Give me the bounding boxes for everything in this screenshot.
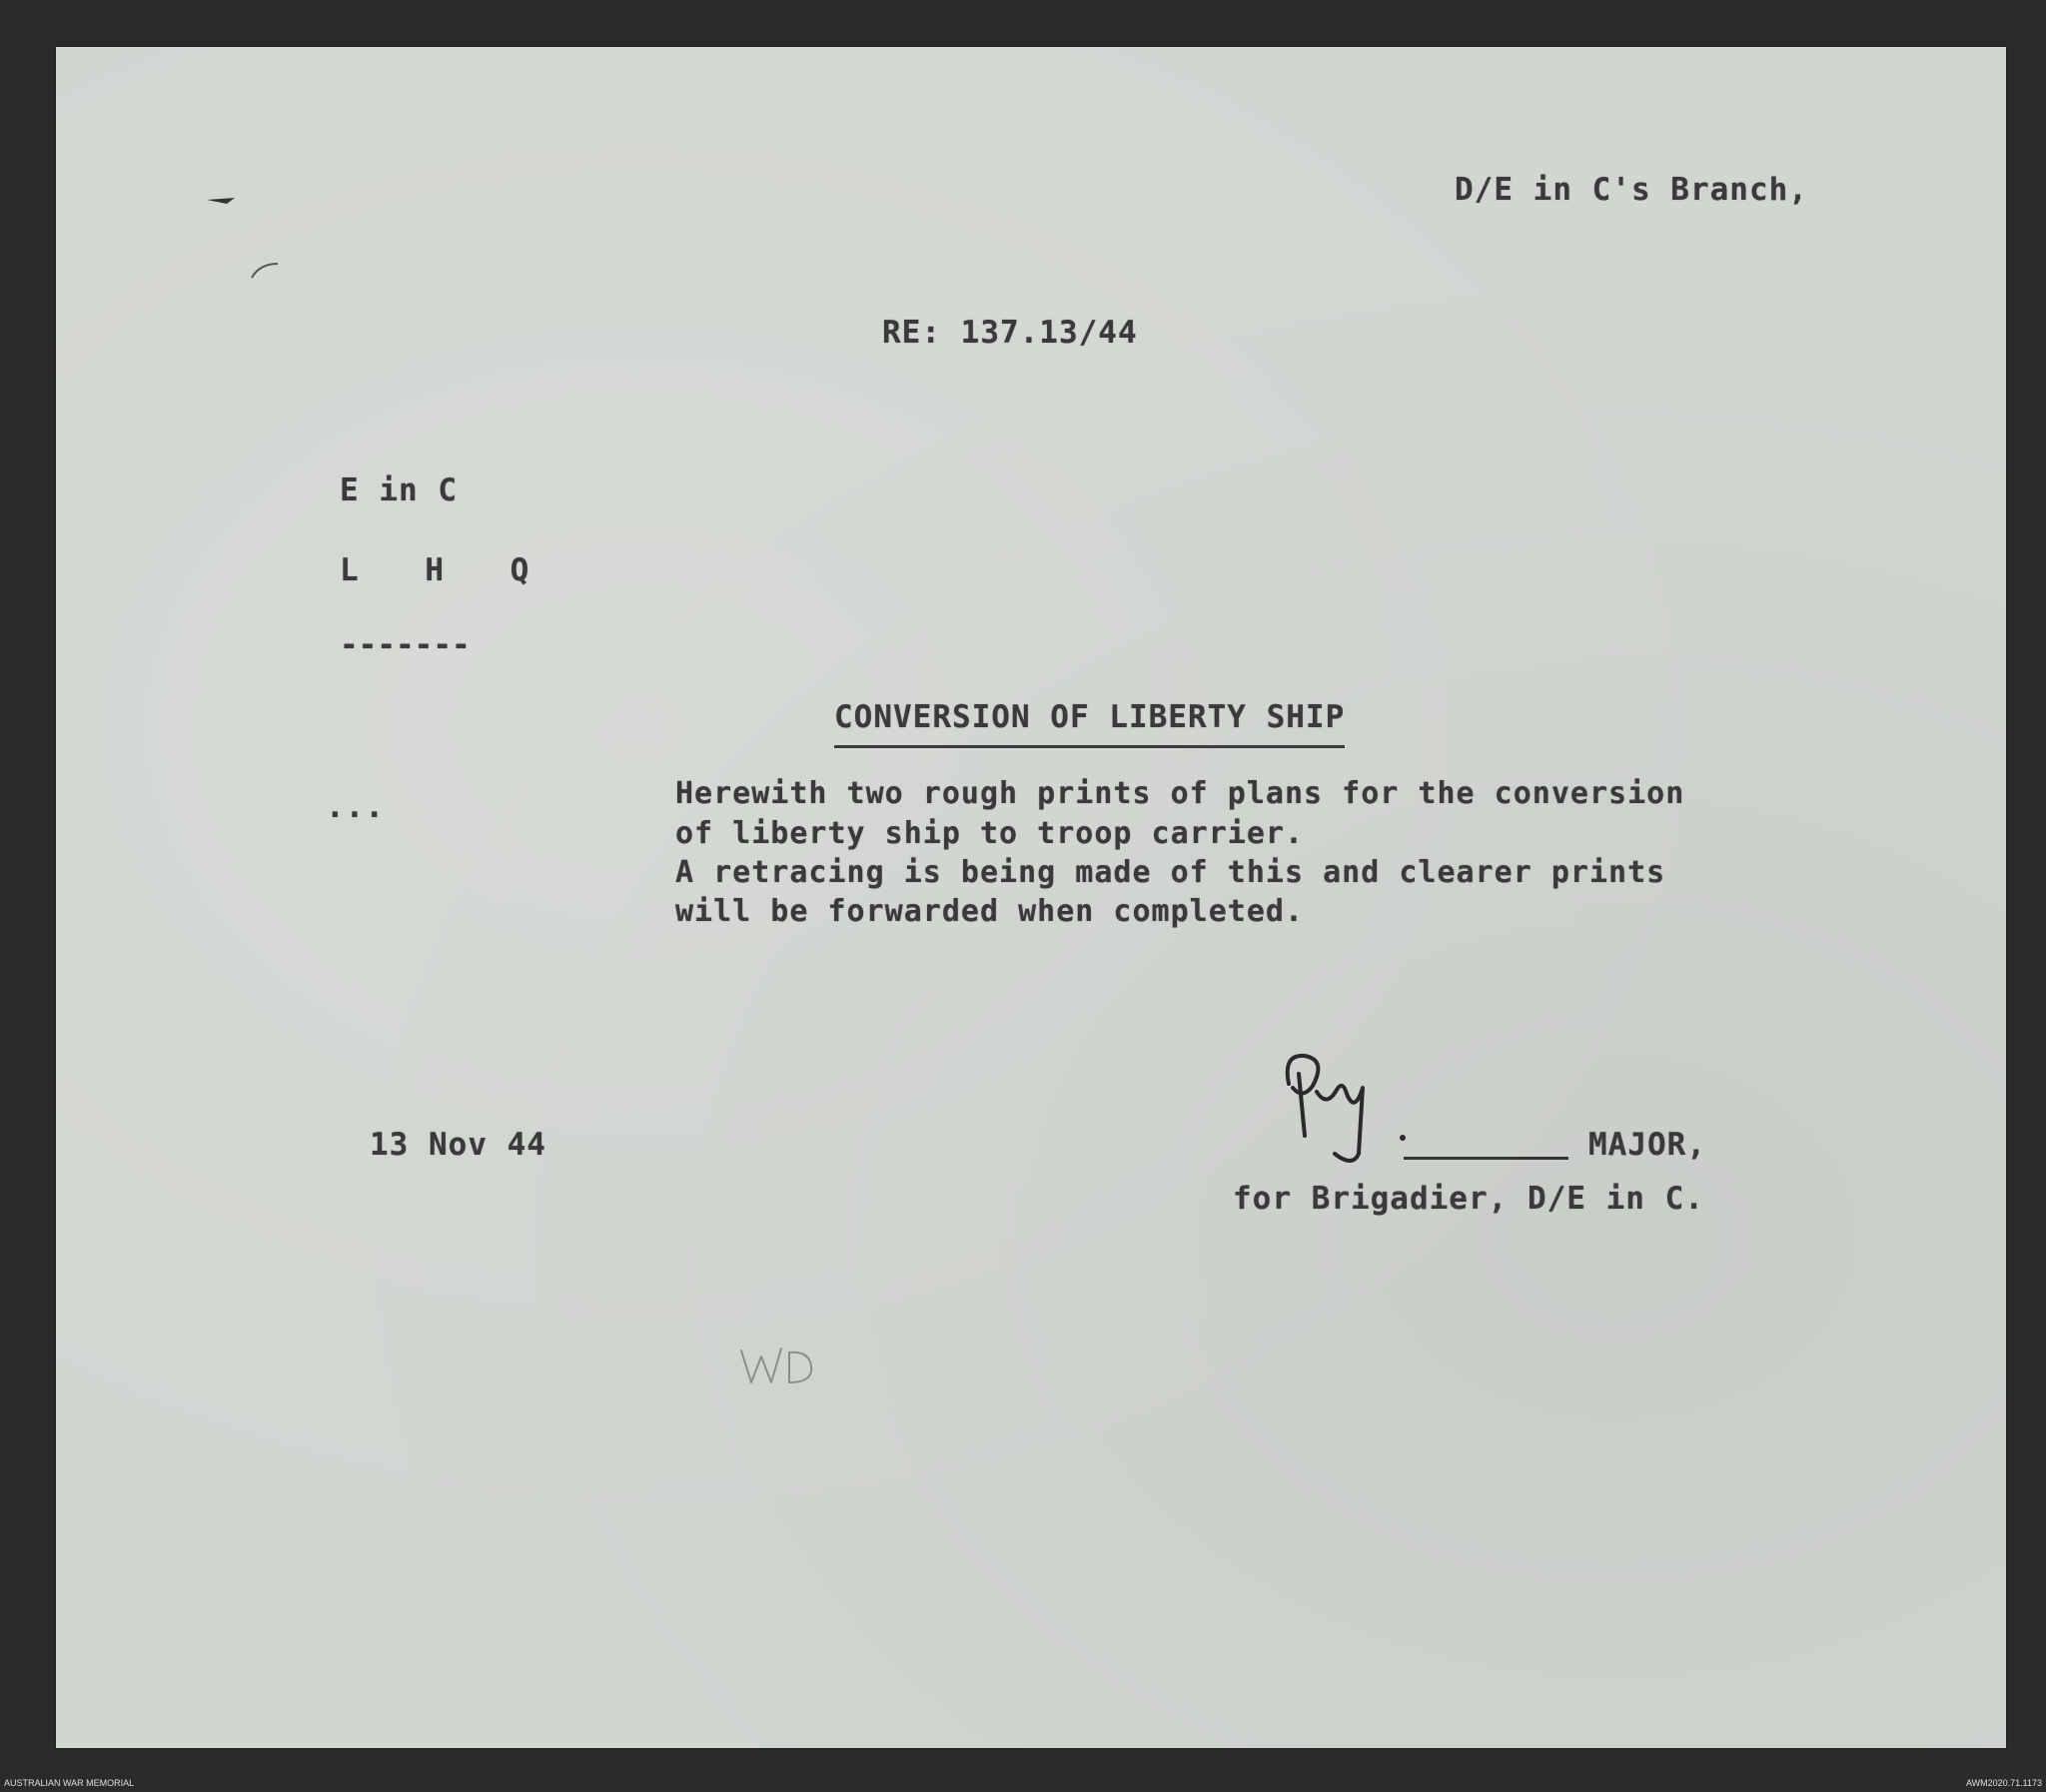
document-date: 13 Nov 44 (370, 1127, 546, 1163)
footer-institution: AUSTRALIAN WAR MEMORIAL (4, 1778, 135, 1788)
body-line: will be forwarded when completed. (675, 894, 1305, 929)
reference-number: RE: 137.13/44 (882, 315, 1138, 351)
addressee-line-1: E in C (340, 472, 458, 508)
enclosure-marker: ... (326, 789, 385, 825)
signed-for-line: for Brigadier, D/E in C. (1233, 1181, 1704, 1217)
signatory-rank: MAJOR, (1588, 1127, 1706, 1163)
addressee-rule: ------- (340, 627, 471, 663)
signature-line (1404, 1157, 1568, 1160)
body-line: Herewith two rough prints of plans for the conversion (675, 776, 1685, 811)
body-line: A retracing is being made of this and clearer prints (675, 855, 1666, 890)
paper-crease (250, 258, 290, 288)
branch-line: D/E in C's Branch, (1455, 172, 1808, 208)
pencil-annotation (737, 1341, 817, 1390)
handwritten-signature (1269, 1044, 1419, 1174)
subject-heading: CONVERSION OF LIBERTY SHIP (834, 699, 1345, 748)
body-line: of liberty ship to troop carrier. (675, 816, 1305, 851)
addressee-line-2: L H Q (340, 552, 553, 588)
footer-accession-number: AWM2020.71.1173 (1965, 1778, 2042, 1788)
paper-mark (205, 190, 245, 210)
